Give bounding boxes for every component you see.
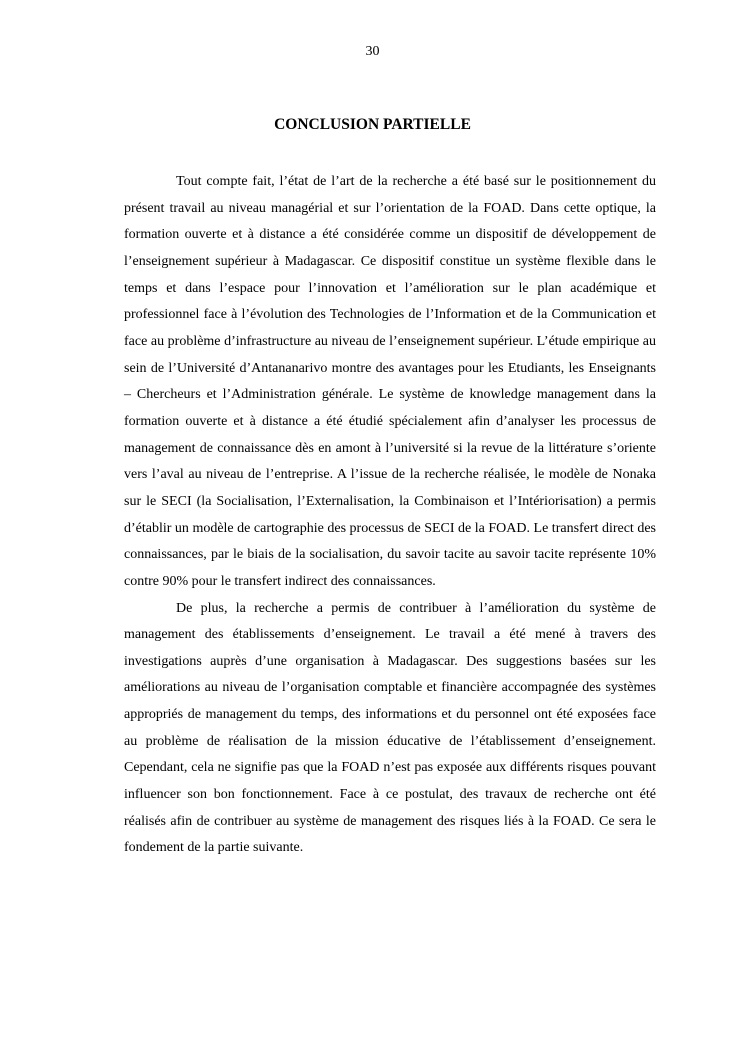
paragraph-1: Tout compte fait, l’état de l’art de la recherche a été basé sur le positionnement du présent travail au niveau managérial et sur l’orientation de la FOAD. Dans cette optique, la formation ouverte et à distance a été considérée comme un dispositif de développement de l’enseignement supérieur à Madagascar. Ce dispositif constitue un système flexible dans le temps et dans l’espace pour l’innovation et l’amélioration sur le plan académique et professionnel face à l’évolution des Technologies de l’Information et de la Communication et face au problème d’infrastructure au niveau de l’enseignement supérieur. L’étude empirique au sein de l’Université d’Antananarivo montre des avantages pour les Etudiants, les Enseignants – Chercheurs et l’Administration générale. Le système de knowledge management dans la formation ouverte et à distance a été étudié spécialement afin d’analyser les processus de management de connaissance dès en amont à l’université si la revue de la littérature s’oriente vers l’aval au niveau de l’entreprise. A l’issue de la recherche réalisée, le modèle de Nonaka sur le SECI (la Socialisation, l’Externalisation, la Combinaison et l’Intériorisation) a permis d’établir un modèle de cartographie des processus de SECI de la FOAD. Le transfert direct des connaissances, par le biais de la socialisation, du savoir tacite au savoir tacite représente 10% contre 90% pour le transfert indirect des connaissances. [124,174,656,589]
paragraph-2: De plus, la recherche a permis de contribuer à l’amélioration du système de management des établissements d’enseignement. Le travail a été mené à travers des investigations auprès d’une organisation à Madagascar. Des suggestions basées sur les améliorations au niveau de l’organisation comptable et financière accompagnée des systèmes appropriés de management du temps, des informations et du personnel ont été exposées face au problème de réalisation de la mission éducative de l’établissement d’enseignement. Cependant, cela ne signifie pas que la FOAD n’est pas exposée aux différents risques pouvant influencer son bon fonctionnement. Face à ce postulat, des travaux de recherche ont été réalisés afin de contribuer au système de management des risques liés à la FOAD. Ce sera le fondement de la partie suivante. [124,600,656,856]
page-number: 30 [365,44,380,59]
body-text [124,169,656,862]
section-title: CONCLUSION PARTIELLE [274,116,471,133]
